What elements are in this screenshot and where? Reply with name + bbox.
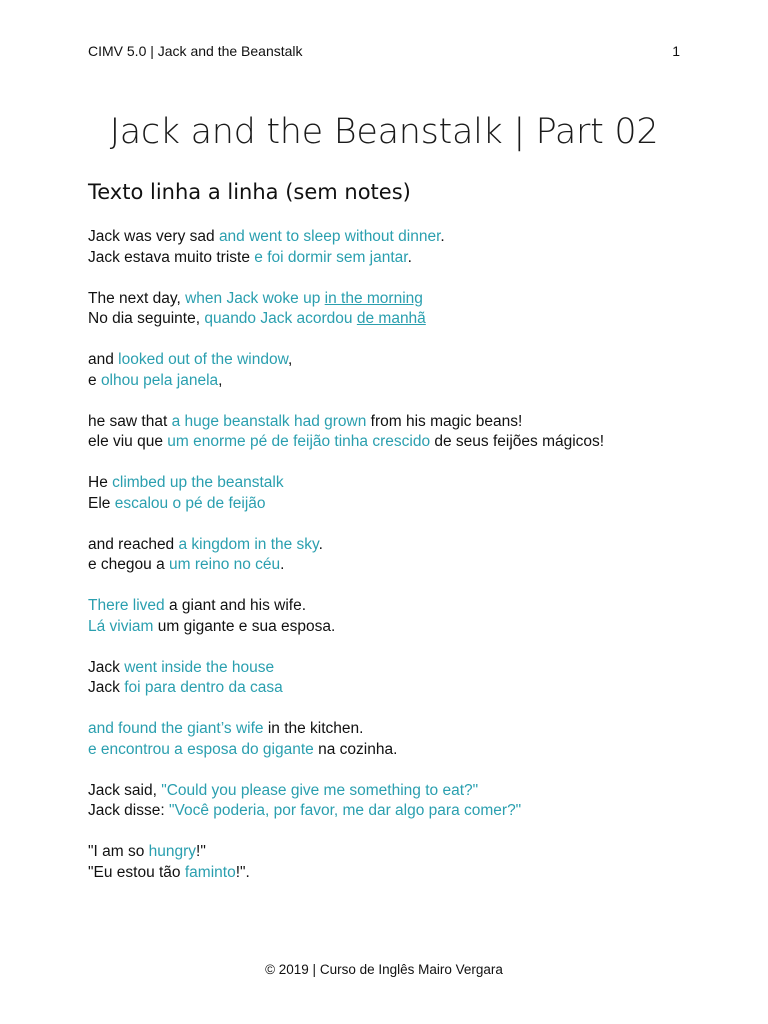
portuguese-line	[88, 555, 708, 576]
page-number: 1	[672, 43, 680, 59]
highlighted-phrase: when Jack woke up	[185, 289, 325, 307]
text-segment: he saw that	[88, 412, 172, 430]
page-header	[88, 43, 680, 59]
highlighted-phrase: Lá viviam	[88, 617, 154, 635]
english-line	[88, 596, 708, 617]
english-line	[88, 658, 708, 679]
text-segment: "Eu estou tão	[88, 863, 185, 881]
text-segment: .	[440, 228, 445, 245]
text-segment: He	[88, 474, 113, 491]
page-title: Jack and the Beanstalk | Part 02	[109, 112, 659, 152]
portuguese-line	[88, 432, 708, 453]
highlighted-phrase: looked out of the window	[118, 351, 288, 368]
highlighted-phrase: hungry	[148, 843, 197, 860]
english-line	[88, 842, 708, 863]
highlighted-phrase: e encontrou a esposa do gigante	[88, 740, 314, 758]
highlighted-phrase: "Could you please give me something to eat?"	[161, 781, 479, 799]
text-segment: No dia seguinte,	[88, 310, 205, 327]
portuguese-line	[88, 863, 708, 884]
text-segment: na cozinha.	[313, 740, 398, 758]
doc-label: CIMV 5.0 | Jack and the Beanstalk	[88, 43, 303, 59]
text-segment: a giant and his wife.	[164, 597, 306, 614]
english-line	[88, 473, 708, 494]
highlighted-phrase: escalou o pé de feijão	[114, 494, 266, 512]
portuguese-line	[88, 617, 708, 638]
page-footer: © 2019 | Curso de Inglês Mairo Vergara	[265, 962, 503, 977]
english-line	[88, 535, 708, 556]
english-line	[88, 781, 708, 802]
highlighted-phrase: faminto	[184, 863, 236, 881]
english-line	[88, 719, 708, 740]
highlighted-phrase: went inside the house	[124, 658, 275, 676]
section-heading: Texto linha a linha (sem notes)	[88, 180, 411, 204]
bilingual-text-body	[88, 227, 708, 904]
portuguese-line	[88, 801, 708, 822]
text-segment: Jack	[88, 679, 125, 696]
text-segment: e chegou a	[88, 556, 170, 573]
sentence-pair	[88, 535, 708, 576]
text-segment: .	[407, 248, 412, 266]
english-line	[88, 289, 708, 310]
portuguese-line	[88, 371, 708, 392]
portuguese-line	[88, 740, 708, 761]
portuguese-line	[88, 309, 708, 330]
text-segment: Jack said,	[88, 781, 162, 799]
text-segment: Jack	[88, 658, 125, 676]
sentence-pair	[88, 473, 708, 514]
text-segment: and reached	[88, 535, 179, 553]
sentence-pair	[88, 781, 708, 822]
sentence-pair	[88, 596, 708, 637]
text-segment: de seus feijões mágicos!	[430, 433, 605, 450]
english-line	[88, 412, 708, 433]
highlighted-phrase: um enorme pé de feijão tinha crescido	[167, 433, 431, 450]
highlighted-phrase: "Você poderia, por favor, me dar algo para comer?"	[168, 802, 522, 819]
portuguese-line	[88, 678, 708, 699]
highlighted-phrase: climbed up the beanstalk	[112, 474, 284, 491]
text-segment: in the kitchen.	[263, 720, 364, 737]
text-segment: um gigante e sua esposa.	[153, 617, 336, 635]
sentence-pair	[88, 412, 708, 453]
highlighted-phrase: in the morning	[324, 289, 423, 307]
highlighted-phrase: foi para dentro da casa	[124, 679, 283, 696]
highlighted-phrase: and found the giant’s wife	[88, 720, 264, 737]
highlighted-phrase: de manhã	[356, 310, 426, 327]
highlighted-phrase: e foi dormir sem jantar	[254, 248, 408, 266]
text-segment: ele viu que	[88, 433, 168, 450]
highlighted-phrase: a kingdom in the sky	[178, 535, 319, 553]
sentence-pair	[88, 719, 708, 760]
sentence-pair	[88, 289, 708, 330]
highlighted-phrase: quando Jack acordou	[204, 310, 357, 327]
highlighted-phrase: um reino no céu	[169, 556, 281, 573]
text-segment: Jack was very sad	[88, 228, 219, 245]
text-segment: Jack estava muito triste	[88, 248, 255, 266]
highlighted-phrase: a huge beanstalk had grown	[171, 412, 367, 430]
text-segment: ,	[287, 351, 293, 368]
text-segment: e	[88, 371, 101, 389]
text-segment: .	[318, 535, 323, 553]
text-segment: !".	[235, 863, 250, 881]
sentence-pair	[88, 350, 708, 391]
english-line	[88, 350, 708, 371]
text-segment: Jack disse:	[88, 802, 169, 819]
highlighted-phrase: olhou pela janela	[100, 371, 219, 389]
text-segment: !"	[196, 843, 206, 860]
text-segment: "I am so	[88, 843, 149, 860]
sentence-pair	[88, 658, 708, 699]
highlighted-phrase: and went to sleep without dinner	[218, 228, 441, 245]
text-segment: ,	[218, 371, 223, 389]
text-segment: from his magic beans!	[366, 412, 523, 430]
text-segment: and	[88, 351, 119, 368]
portuguese-line	[88, 248, 708, 269]
portuguese-line	[88, 494, 708, 515]
text-segment: The next day,	[88, 289, 186, 307]
english-line	[88, 227, 708, 248]
text-segment: Ele	[88, 494, 115, 512]
sentence-pair	[88, 227, 708, 268]
text-segment: .	[280, 556, 285, 573]
highlighted-phrase: There lived	[88, 597, 165, 614]
sentence-pair	[88, 842, 708, 883]
